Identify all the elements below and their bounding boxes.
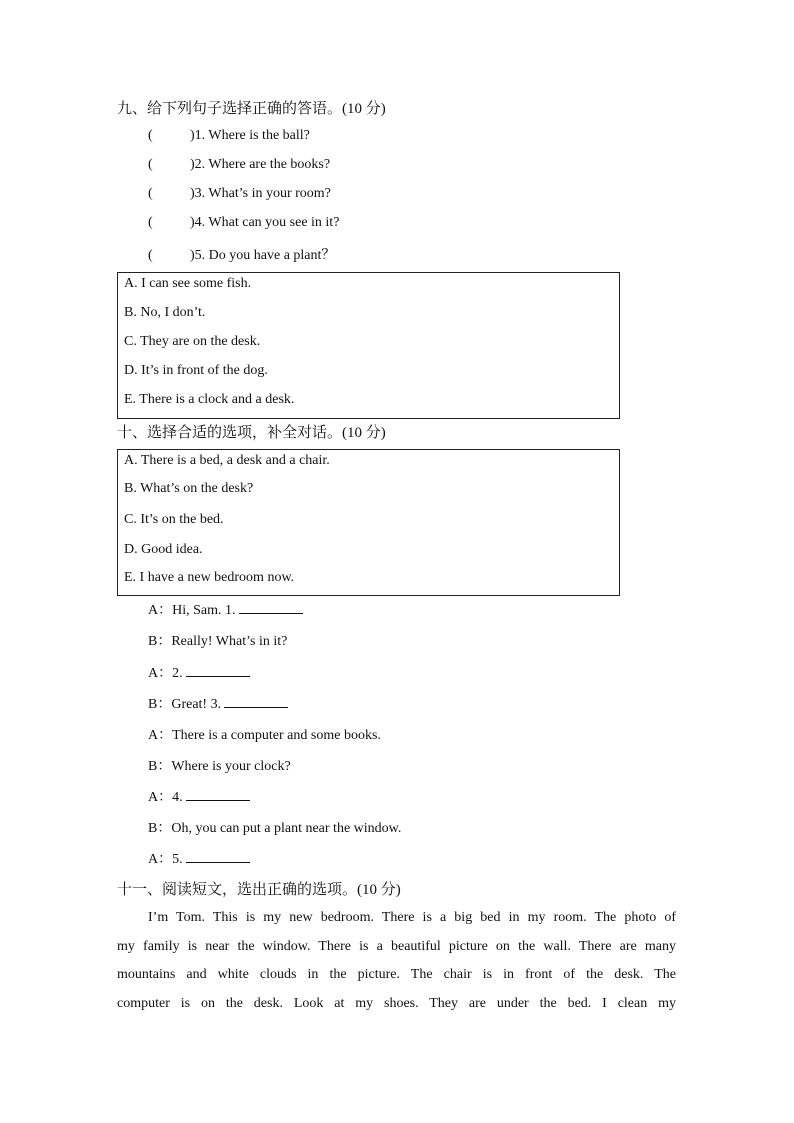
answer-paren: ( <box>148 128 153 143</box>
option-e: E. I have a new bedroom now. <box>124 570 295 585</box>
option-c: C. They are on the desk. <box>124 334 261 349</box>
answer-blank[interactable] <box>186 788 250 801</box>
question-3 <box>148 186 331 202</box>
option-a: A. I can see some fish. <box>124 276 252 291</box>
question-1 <box>148 128 310 144</box>
passage-line-4: computer is on the desk. Look at my shoes. They are under the bed. I clean my <box>117 996 676 1011</box>
question-text: )5. Do you have a plant？ <box>190 248 336 263</box>
dialogue-text: A：4. <box>148 790 183 805</box>
dialogue-text: B：Great! 3. <box>148 697 222 712</box>
dialogue-line-5 <box>148 724 381 744</box>
question-4 <box>148 215 339 231</box>
dialogue-text: B：Really! What’s in it? <box>148 634 288 649</box>
dialogue-line-2 <box>148 630 287 650</box>
question-text: )4. What can you see in it? <box>190 215 340 230</box>
question-text: )1. Where is the ball? <box>190 128 310 143</box>
answer-blank[interactable] <box>224 695 288 708</box>
section-10-options-box <box>117 449 620 596</box>
option-d: D. It’s in front of the dog. <box>124 363 268 378</box>
option-d: D. Good idea. <box>124 542 203 557</box>
dialogue-text: A：There is a computer and some books. <box>148 728 381 743</box>
dialogue-line-7 <box>148 786 250 806</box>
dialogue-text: B：Oh, you can put a plant near the window. <box>148 821 402 836</box>
answer-paren: ( <box>148 215 153 230</box>
answer-paren: ( <box>148 248 153 263</box>
option-b: B. No, I don’t. <box>124 305 206 320</box>
option-b: B. What’s on the desk? <box>124 481 254 496</box>
option-e: E. There is a clock and a desk. <box>124 392 295 407</box>
section-9-title: 九、给下列句子选择正确的答语。(10 分) <box>117 101 386 117</box>
passage-line-1: I’m Tom. This is my new bedroom. There is a big bed in my room. The photo of <box>148 910 676 925</box>
question-5 <box>148 244 335 264</box>
question-text: )3. What’s in your room? <box>190 186 331 201</box>
dialogue-line-6 <box>148 755 291 775</box>
option-c: C. It’s on the bed. <box>124 512 224 527</box>
section-9-options-box <box>117 272 620 419</box>
section-11-title: 十一、阅读短文，选出正确的选项。(10 分) <box>117 882 401 898</box>
passage-line-3: mountains and white clouds in the picture. The chair is in front of the desk. The <box>117 967 676 982</box>
answer-blank[interactable] <box>186 850 250 863</box>
question-text: )2. Where are the books? <box>190 157 331 172</box>
dialogue-line-9 <box>148 848 250 868</box>
dialogue-line-4 <box>148 693 288 713</box>
dialogue-text: B：Where is your clock? <box>148 759 291 774</box>
dialogue-line-8 <box>148 817 401 837</box>
dialogue-text: A：2. <box>148 666 183 681</box>
answer-blank[interactable] <box>186 664 250 677</box>
answer-paren: ( <box>148 186 153 201</box>
dialogue-text: A：5. <box>148 852 183 867</box>
dialogue-line-1 <box>148 599 303 619</box>
dialogue-text: A：Hi, Sam. 1. <box>148 603 236 618</box>
answer-blank[interactable] <box>239 601 303 614</box>
answer-paren: ( <box>148 157 153 172</box>
option-a: A. There is a bed, a desk and a chair. <box>124 453 330 468</box>
question-2 <box>148 157 330 173</box>
section-10-title: 十、选择合适的选项，补全对话。(10 分) <box>117 425 386 441</box>
passage-line-2: my family is near the window. There is a beautiful picture on the wall. There are many <box>117 939 676 954</box>
dialogue-line-3 <box>148 662 250 682</box>
